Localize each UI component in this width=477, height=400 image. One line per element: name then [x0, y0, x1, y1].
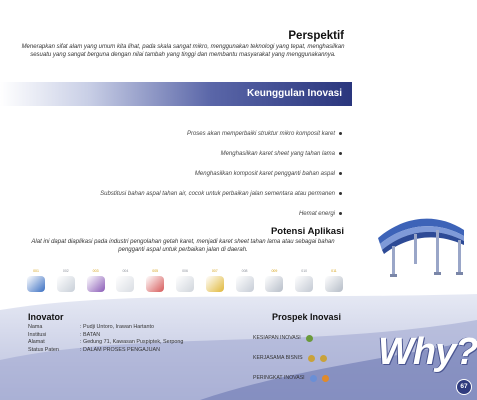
advantage-item	[100, 130, 342, 150]
application-icon-cell	[144, 268, 166, 298]
globe-icon	[27, 276, 45, 292]
inovator-details	[28, 324, 183, 354]
icon-number: 008	[241, 269, 248, 273]
keunggulan-title: Keunggulan Inovasi	[246, 88, 342, 99]
page-number: 67	[456, 379, 472, 395]
hand-icon	[116, 276, 134, 292]
inovator-row	[28, 339, 183, 347]
perspektif-title: Perspektif	[288, 30, 344, 42]
icon-number: 001	[33, 269, 39, 273]
application-icon-cell	[293, 268, 315, 298]
inovator-key: Alamat	[28, 339, 45, 346]
figure-icon	[176, 276, 194, 292]
ring-icon	[236, 276, 254, 292]
application-icon-cell	[85, 268, 107, 298]
bullet-icon	[339, 192, 342, 195]
icon-number: 004	[122, 269, 129, 273]
advantage-text: Menghasilkan karet sheet yang tahan lama	[220, 151, 335, 157]
application-icon-cell	[234, 268, 256, 298]
prospek-title: Prospek Inovasi	[272, 312, 342, 322]
advantage-text: Proses akan memperbaiki struktur mikro komposit karet	[186, 131, 335, 137]
plant-icon	[146, 276, 164, 292]
inovator-value: : Gedung 71, Kawasan Puspiptek, Serpong	[80, 339, 184, 346]
advantage-item	[100, 150, 342, 170]
flame-icon	[322, 375, 329, 382]
icon-number: 011	[331, 269, 337, 273]
advantage-text: Substitusi bahan aspal tahan air, cocok untuk perbaikan jalan sementara atau permanen	[100, 191, 335, 197]
bullet-icon	[339, 212, 342, 215]
potensi-text: Alat ini dapat diaplikasi pada industri pengolahan getah karet, menjadi karet sheet tahan lama atau sebagai bahan pengganti aspal untuk perbaikan jalan di daerah.	[31, 239, 335, 254]
inovator-value: : BATAN	[80, 331, 101, 338]
prospek-row	[253, 328, 329, 348]
gear-icon	[306, 335, 313, 342]
prospek-label: KERJASAMA BISNIS	[253, 355, 303, 361]
icon-number: 007	[211, 269, 218, 273]
application-icon-cell	[263, 268, 285, 298]
prospek-label: PERINGKAT INOVASI	[253, 375, 305, 381]
advantages-list	[100, 130, 342, 230]
bullet-icon	[339, 132, 342, 135]
money-bag-icon	[308, 355, 315, 362]
advantage-text: Menghasilkan komposit karet pengganti bahan aspal	[194, 171, 335, 177]
gear-icon	[325, 276, 343, 292]
prospek-list	[253, 328, 329, 388]
prospek-row	[253, 368, 329, 388]
why-heading: Why?	[378, 331, 477, 373]
rocket-icon	[310, 375, 317, 382]
potensi-title: Potensi Aplikasi	[270, 226, 344, 237]
inovator-value: : Pudji Untoro, Irawan Hartanto	[80, 324, 155, 330]
application-icon-cell	[25, 268, 47, 298]
icon-number: 006	[182, 269, 188, 273]
icon-number: 010	[301, 269, 308, 273]
inovator-key: Status Paten	[28, 346, 59, 353]
inovator-title: Inovator	[28, 312, 64, 322]
inovator-key: Nama	[28, 324, 43, 330]
inovator-row	[28, 347, 183, 355]
inovator-row	[28, 332, 183, 340]
money-bag-icon	[320, 355, 327, 362]
inovator-row	[28, 324, 183, 332]
application-icons-strip	[25, 268, 345, 300]
icon-number: 003	[92, 269, 99, 273]
application-icon-cell	[204, 268, 226, 298]
application-icon-cell	[323, 268, 345, 298]
lab-icon	[87, 276, 105, 292]
application-icon-cell	[114, 268, 136, 298]
prospek-label: KESIAPAN INOVASI	[253, 335, 301, 341]
cloud-icon	[57, 276, 75, 292]
car-icon	[265, 276, 283, 292]
truck-icon	[295, 276, 313, 292]
advantage-text: Hemat energi	[298, 211, 335, 217]
canopy-illustration	[374, 208, 466, 278]
perspektif-text: Menerapkan sifat alam yang umum kita lihat, pada skala sangat mikro, menggunakan teknologi yang tepat, menghasilkan sesuatu yang sangat berguna dengan nilai tambah yang tinggi dan membantu masyarakat yang menggunakannya.	[21, 44, 345, 59]
icon-number: 005	[152, 269, 159, 273]
advantage-item	[100, 190, 342, 210]
keunggulan-header-bar	[0, 82, 352, 106]
bullet-icon	[339, 152, 342, 155]
inovator-value: : DALAM PROSES PENGAJUAN	[80, 346, 160, 353]
field-icon	[206, 276, 224, 292]
advantage-item	[100, 170, 342, 190]
icon-number: 009	[271, 269, 278, 273]
inovator-key: Institusi	[28, 331, 47, 338]
prospek-row	[253, 348, 329, 368]
icon-number: 002	[62, 269, 69, 273]
application-icon-cell	[55, 268, 77, 298]
bullet-icon	[339, 172, 342, 175]
application-icon-cell	[174, 268, 196, 298]
